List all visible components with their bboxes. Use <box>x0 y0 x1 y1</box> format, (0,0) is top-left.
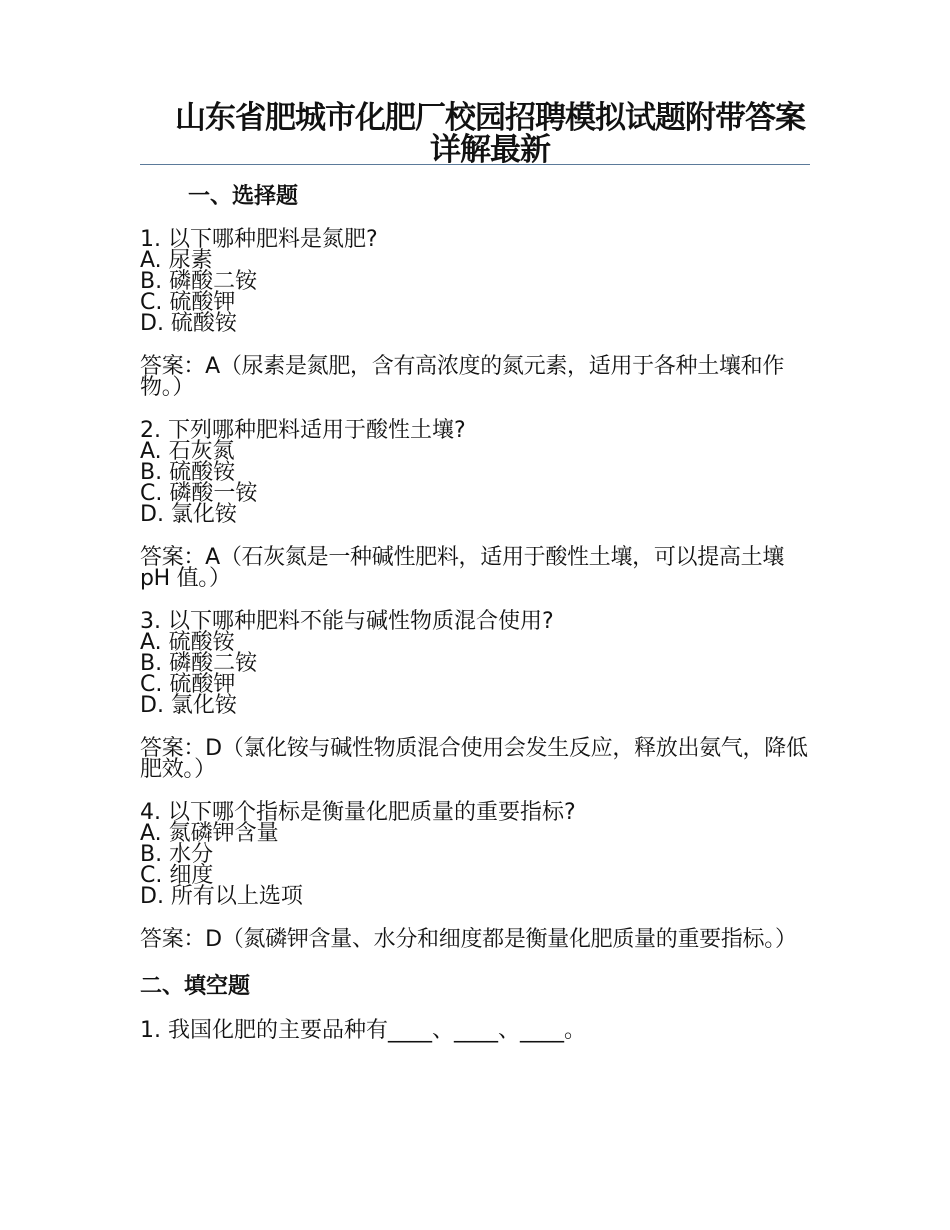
section-heading-choice: 一、选择题 <box>188 184 299 209</box>
option-b: B. 磷酸二铵 <box>140 269 258 294</box>
document-page <box>140 0 810 1230</box>
question-text: 1. 以下哪种肥料是氮肥? <box>140 227 378 252</box>
question-block-4 <box>140 802 810 950</box>
answer-text: 答案：D（氮磷钾含量、水分和细度都是衡量化肥质量的重要指标。） <box>140 927 797 952</box>
option-d: D. 氯化铵 <box>140 502 237 527</box>
option-a: A. 硫酸铵 <box>140 630 235 655</box>
option-c: C. 硫酸钾 <box>140 672 236 697</box>
option-a: A. 石灰氮 <box>140 439 235 464</box>
option-c: C. 硫酸钾 <box>140 290 236 315</box>
question-block-1 <box>140 229 810 398</box>
option-c: C. 磷酸一铵 <box>140 481 258 506</box>
option-b: B. 磷酸二铵 <box>140 651 258 676</box>
question-list <box>140 229 810 950</box>
fill-question-1: 1. 我国化肥的主要品种有____、____、____。 <box>140 1018 586 1043</box>
question-block-2 <box>140 420 810 589</box>
question-block-3 <box>140 611 810 780</box>
answer-text: 答案：D（氯化铵与碱性物质混合使用会发生反应，释放出氨气，降低肥效。） <box>140 736 808 782</box>
option-c: C. 细度 <box>140 863 214 888</box>
option-a: A. 尿素 <box>140 248 213 273</box>
option-b: B. 水分 <box>140 842 214 867</box>
question-text: 4. 以下哪个指标是衡量化肥质量的重要指标? <box>140 800 576 825</box>
option-d: D. 所有以上选项 <box>140 884 303 909</box>
question-text: 3. 以下哪种肥料不能与碱性物质混合使用? <box>140 609 554 634</box>
option-a: A. 氮磷钾含量 <box>140 821 279 846</box>
question-text: 2. 下列哪种肥料适用于酸性土壤? <box>140 418 466 443</box>
answer-text: 答案：A（尿素是氮肥，含有高浓度的氮元素，适用于各种土壤和作物。） <box>140 354 785 400</box>
option-d: D. 氯化铵 <box>140 693 237 718</box>
option-b: B. 硫酸铵 <box>140 460 236 485</box>
page-title: 山东省肥城市化肥厂校园招聘模拟试题附带答案详解最新 <box>175 100 805 168</box>
option-d: D. 硫酸铵 <box>140 311 237 336</box>
section-heading-fill: 二、填空题 <box>140 974 251 999</box>
answer-text: 答案：A（石灰氮是一种碱性肥料，适用于酸性土壤，可以提高土壤 pH 值。） <box>140 545 785 591</box>
